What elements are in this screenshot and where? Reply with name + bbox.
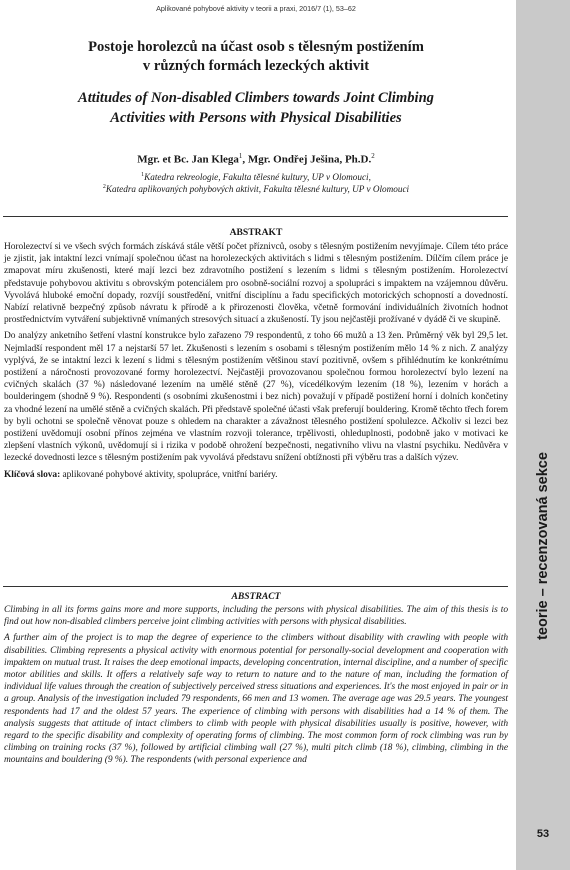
divider-rule (3, 216, 508, 217)
title-english-line: Activities with Persons with Physical Disabilities (110, 110, 402, 126)
abstract-paragraph: Climbing in all its forms gains more and more supports, including the persons with physical disabilities. The aim of this thesis is to find out how non-disabled climbers perceive joint climbing activities with persons with physical disabilities. (4, 605, 508, 628)
author-separator: , (242, 153, 248, 166)
abstrakt-paragraph: Horolezectví si ve všech svých formách získává stále větší počet příznivců, osoby s tělesným postižením nevyjímaje. Cílem této práce je zjistit, jak intaktní lezci vnímají společnou účast na horolezeckých aktivitách s lidmi s tělesným postižením. Dílčím cílem práce je zmapovat míru zkušenosti, které mají lezci bez zdravotního postižení s lezením s lidmi s tělesným postižením. Horolezectví představuje pohybovou aktivitu s obrovským potenciálem pro osobně-sociální rozvoj a spolupráci s impaktem na vzájemnou důvěru. Vyvolává hluboké emoční dopady, rozvíjí soustředění, vnitřní disciplínu a řadu specifických motorických schopností a dovedností. Nabízí relativně bezpečný způsob návratu k přírodě a k přirozenosti člověka, včetně formování individuálních životních hodnot prostřednictvím vytváření subjektivně vnímaných stresových situací a zkušeností. Ty jsou nejčastěji prožívané v dyádě či ve skupině. (4, 242, 508, 326)
title-czech (0, 38, 512, 76)
abstract-body (4, 604, 508, 771)
authors-line (0, 152, 512, 166)
affiliation-mark: 2 (102, 184, 106, 190)
title-english (0, 88, 512, 128)
abstract-paragraph: A further aim of the project is to map the degree of experience to the climbers without disability with crawling with people with disabilities. Climbing represents a physical activity with enormous potential for personally-social development and cooperation with impaktem on mutual trust. It raises the deep emotional impacts, developing concentration, internal discipline, and a number of specific motor abilities and skills. It offers a relatively safe way to return to nature and to the nature of man, including the formation of individual life values through the creation of subjectively perceived stress situations and experiences. It's the most enjoyed in pair or in a group. Analysis of the investigation included 79 respondents, 66 men and 13 women. The average age was 29.5 years. The youngest respondents had 17 and the oldest 57 years. The experience of climbing with persons with disabilities had a 14 % of them. The analysis suggests that attitude of intact climbers to climb with people with physical disabilities usually is positive, however, with regard to the specific disability and complexity of operating forms of climbing. The most common form of rock climbing was run by climbing on training rocks (37 %), followed by artificial climbing wall (27 %), multi pitch climb (18 %), climbing, climbing in the mountains and bouldering (9 %). The respondents (with personal experience and (4, 633, 508, 766)
author-name: Mgr. et Bc. Jan Klega (137, 153, 239, 166)
abstract-heading: ABSTRACT (231, 591, 281, 602)
page-number: 53 (536, 828, 550, 840)
section-label-main: teorie (535, 600, 551, 640)
author-affiliation-mark: 1 (238, 152, 243, 160)
keywords-text: aplikované pohybové aktivity, spolupráce, vnitřní bariéry. (62, 469, 278, 480)
abstrakt-paragraph: Do analýzy anketního šetření vlastní konstrukce bylo zařazeno 79 respondentů, z toho 66 mužů a 13 žen. Průměrný věk byl 29,5 let. Nejmladší respondent měl 17 a nejstarší 57 let. Zkušenosti s lezením s osobami s tělesným postižením mělo 14 % z nich. Z analýzy vyplývá, že se intaktní lezci k lezení s lidmi s tělesným postižením většinou staví pozitivně, ovšem s přihlédnutím ke konkrétnímu postižení a náročnosti provozované formy horolezectví. Nejčastěji provozovanou společnou formou horolezectví bylo lezení na cvičných skalách (37 %) následované lezením na umělé stěně (27 %), vícedélkovým lezením (18 %), lezením v horách a boulderingem (shodně 9 %). Respondenti (s osobními zkušenostmi i bez nich) považují v případě postižení horní i dolních končetiny za vhodné lezení na umělé stěně a cvičných skalách. Při představě společné účasti však preferují bouldering. Kromě těchto třech forem by byli ochotni se společně věnovat pouze s ohledem na charakter a závažnost tělesného postižení spolulezce. Ačkoliv si lezci bez postižení uvědomují osobní přínos zejména ve vlastním rozvoji tolerance, trpělivosti, ohleduplnosti, podobně jako v motivaci ke zlepšení vlastních výkonů, uvědomují si i rizika v podobě ohrožení bezpečnosti, negativního vlivu na vlastní psychiku. Nedůvěra v lezecké dovednosti lezce s tělesným postižením pak vyvolává představu snížení obtížnosti při výběru tras a dalších výzev. (4, 331, 508, 464)
affiliation-text: Katedra rekreologie, Fakulta tělesné kultury, UP v Olomouci, (144, 172, 371, 183)
section-label-rest: – recenzovaná sekce (535, 452, 551, 601)
affiliation (0, 181, 512, 195)
title-english-line: Attitudes of Non-disabled Climbers towards Joint Climbing (78, 90, 434, 106)
keywords (4, 469, 508, 481)
abstrakt-body (4, 241, 508, 485)
affiliation-mark: 1 (141, 172, 145, 178)
title-czech-line: v různých formách lezeckých aktivit (142, 58, 370, 74)
divider-rule (3, 586, 508, 587)
author-name: Mgr. Ondřej Ješina, Ph.D. (247, 153, 372, 166)
title-czech-line: Postoje horolezců na účast osob s tělesným postižením (88, 39, 424, 55)
author-affiliation-mark: 2 (371, 152, 375, 160)
abstrakt-heading: ABSTRAKT (229, 227, 283, 238)
keywords-label: Klíčová slova: (4, 469, 61, 480)
journal-header: Aplikované pohybové aktivity v teorii a praxi, 2016/7 (1), 53–62 (156, 4, 356, 13)
affiliation-text: Katedra aplikovaných pohybových aktivit, Fakulta tělesné kultury, UP v Olomouci (105, 184, 410, 195)
section-label (535, 452, 551, 640)
section-sidebar (516, 0, 570, 870)
